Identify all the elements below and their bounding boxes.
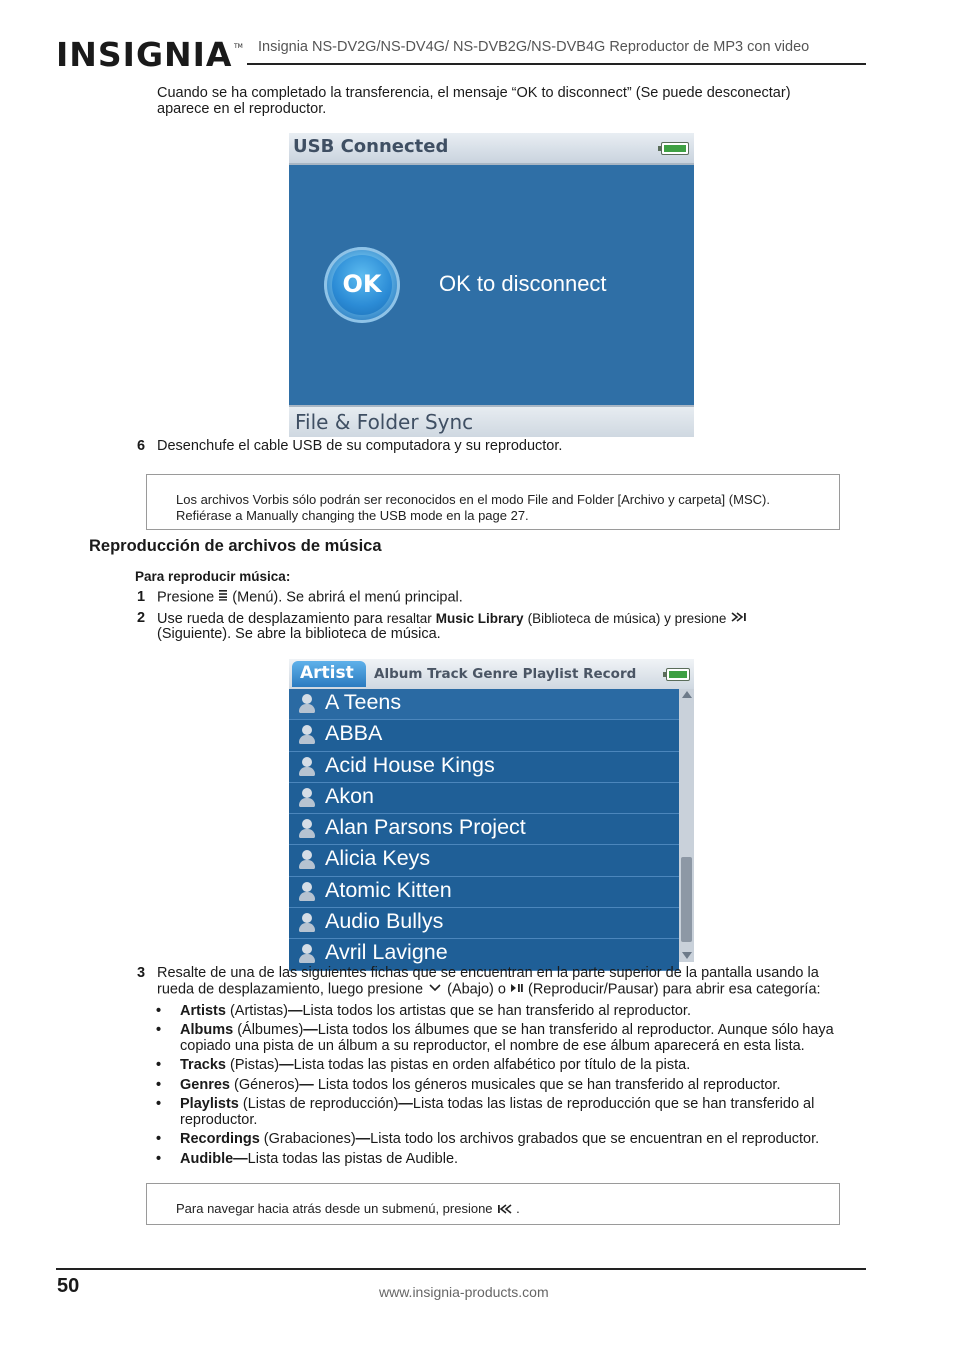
artist-icon: [299, 850, 315, 870]
file-folder-sync-label: File & Folder Sync: [295, 410, 474, 434]
footer-url: www.insignia-products.com: [379, 1284, 549, 1300]
bullet-item: [180, 1003, 691, 1020]
artist-name: ABBA: [325, 721, 383, 746]
bullet-translation: (Pistas): [225, 1057, 280, 1073]
artist-icon: [299, 757, 315, 777]
section-heading: Reproducción de archivos de música: [89, 537, 382, 555]
artist-name: Acid House Kings: [325, 752, 495, 777]
artist-list: [289, 689, 679, 965]
step-2-number: 2: [137, 610, 146, 626]
artist-name: Avril Lavigne: [325, 940, 448, 965]
artist-icon: [299, 694, 315, 714]
footer-rule: [56, 1268, 866, 1270]
artist-name: Alicia Keys: [325, 846, 431, 871]
artist-name: Atomic Kitten: [325, 877, 452, 902]
previous-icon: [496, 1202, 516, 1218]
artist-name: A Teens: [325, 690, 402, 714]
step-2-part-3: (Biblioteca de música) y presione: [527, 611, 727, 626]
bullet-translation: (Géneros): [229, 1077, 300, 1093]
bullet-term: Playlists: [180, 1096, 239, 1112]
down-icon: [427, 981, 443, 998]
artist-list-item: [289, 752, 679, 783]
bullet-dash: —: [303, 1022, 318, 1038]
bullet-item: [180, 1096, 814, 1113]
bullet-term: Genres: [180, 1077, 230, 1093]
artist-icon: [299, 725, 315, 745]
artist-icon: [299, 913, 315, 933]
section-subheading: Para reproducir música:: [135, 569, 291, 584]
bullet-marker: •: [156, 1131, 162, 1147]
bullet-translation: (Grabaciones): [259, 1131, 356, 1147]
artist-list-item: [289, 845, 679, 876]
bullet-marker: •: [156, 1096, 162, 1112]
tab-artist: Artist: [292, 661, 366, 687]
battery-icon: [666, 668, 690, 681]
scrollbar: [679, 689, 694, 962]
play-pause-icon: [510, 981, 524, 998]
bullet-item: [180, 1077, 780, 1094]
ok-label: OK: [342, 270, 382, 298]
step-3-number: 3: [137, 965, 146, 981]
bullet-item: [180, 1022, 834, 1039]
bullet-dash: —: [279, 1057, 294, 1073]
artist-icon: [299, 944, 315, 964]
artist-list-item: [289, 689, 679, 720]
scroll-up-arrow-icon: [682, 691, 692, 698]
bullet-item: [180, 1151, 458, 1168]
page-number: 50: [57, 1275, 80, 1297]
step-6-text: Desenchufe el cable USB de su computadora y su reproductor.: [157, 438, 563, 454]
bullet-marker: •: [156, 1077, 162, 1093]
bullet-description: Lista todas las pistas de Audible.: [247, 1151, 459, 1167]
artist-list-item: [289, 783, 679, 814]
artist-name: Akon: [325, 783, 375, 808]
note-box-back: [146, 1183, 840, 1225]
screen-title-bar: [289, 133, 694, 165]
artist-list-item: [289, 814, 679, 845]
bullet-item: [180, 1057, 690, 1074]
bullet-continuation: reproductor.: [180, 1112, 258, 1128]
bullet-description: Lista todos los artistas que se han transferido al reproductor.: [302, 1003, 691, 1019]
usb-connected-screenshot: [289, 133, 694, 435]
menu-icon: [218, 589, 228, 606]
note-2-text: Para navegar hacia atrás desde un submenú, presione .: [176, 1201, 520, 1216]
intro-line-1: Cuando se ha completado la transferencia, el mensaje “OK to disconnect” (Se puede desconectar): [157, 85, 791, 101]
bullet-marker: •: [156, 1151, 162, 1167]
bullet-term: Albums: [180, 1022, 234, 1038]
artist-list-item: [289, 720, 679, 751]
step-6-number: 6: [137, 438, 146, 454]
header-title: Insignia NS-DV2G/NS-DV4G/ NS-DVB2G/NS-DVB4G Reproductor de MP3 con video: [258, 39, 810, 55]
insignia-logo: [56, 30, 241, 80]
step-2-music-library: Music Library: [435, 611, 524, 626]
bullet-dash: —: [233, 1151, 248, 1167]
note-1-line-1: Los archivos Vorbis sólo podrán ser reconocidos en el modo File and Folder [Archivo y carpeta] (MSC).: [176, 492, 770, 507]
note-box-vorbis: [146, 474, 840, 530]
artist-icon: [299, 882, 315, 902]
step-2-part-2: resaltar: [386, 611, 432, 626]
bullet-dash: —: [398, 1096, 413, 1112]
artist-list-item: [289, 877, 679, 908]
step-1-text: [157, 589, 463, 606]
bullet-term: Tracks: [180, 1057, 226, 1073]
bullet-dash: —: [299, 1077, 314, 1093]
step-1-number: 1: [137, 589, 146, 605]
step-2-line-2: (Siguiente). Se abre la biblioteca de música.: [157, 626, 441, 642]
screen-title: USB Connected: [293, 136, 449, 157]
bullet-dash: —: [355, 1131, 371, 1147]
step-3-line-2: rueda de desplazamiento, luego presione (Abajo) o (Reproducir/Pausar) para abrir esa categoría:: [157, 981, 821, 998]
next-icon: [730, 611, 748, 628]
header-rule: [247, 63, 866, 65]
bullet-term: Artists: [180, 1003, 226, 1019]
bullet-description: Lista todos los géneros musicales que se han transferido al reproductor.: [313, 1077, 781, 1093]
bullet-translation: (Álbumes): [233, 1022, 304, 1038]
logo-wordmark: INSIGNIA: [56, 35, 233, 74]
bullet-translation: (Artistas): [225, 1003, 288, 1019]
bullet-marker: •: [156, 1057, 162, 1073]
bullet-description: Lista todas las listas de reproducción que se han transferido al: [412, 1096, 815, 1112]
scroll-down-arrow-icon: [682, 952, 692, 959]
artist-icon: [299, 819, 315, 839]
artist-icon: [299, 788, 315, 808]
tab-others: Album Track Genre Playlist Record: [374, 666, 637, 682]
scroll-thumb: [681, 857, 692, 942]
artist-name: Alan Parsons Project: [325, 815, 526, 840]
battery-icon: [661, 142, 689, 155]
ok-icon: [324, 247, 400, 323]
step-2-part-1: Use rueda de desplazamiento para: [157, 611, 383, 627]
artist-list-screenshot: [289, 659, 694, 965]
bullet-dash: —: [287, 1003, 303, 1019]
bullet-translation: (Listas de reproducción): [238, 1096, 399, 1112]
bullet-marker: •: [156, 1003, 162, 1019]
bullet-description: Lista todo los archivos grabados que se encuentran en el reproductor.: [370, 1131, 820, 1147]
bullet-description: Lista todos los álbumes que se han transferido al reproductor. Aunque sólo haya: [317, 1022, 834, 1038]
svg-text:TM: TM: [234, 43, 243, 50]
bullet-item: [180, 1131, 819, 1148]
step-1-pre: Presione: [157, 589, 215, 606]
category-tabs: [289, 659, 694, 689]
artist-list-item: [289, 908, 679, 939]
bullet-marker: •: [156, 1022, 162, 1038]
intro-line-2: aparece en el reproductor.: [157, 101, 327, 117]
note-1-line-2: Refiérase a Manually changing the USB mode en la page 27.: [176, 508, 529, 523]
artist-name: Audio Bullys: [325, 909, 444, 934]
ok-to-disconnect-message: OK to disconnect: [439, 271, 607, 296]
step-1-post: (Menú). Se abrirá el menú principal.: [232, 589, 463, 606]
step-3-line-1: Resalte de una de las siguientes fichas que se encuentran en la parte superior de la pantalla usando la: [157, 965, 819, 981]
bullet-description: Lista todas las pistas en orden alfabético por título de la pista.: [293, 1057, 691, 1073]
screen-bottom-bar: [289, 405, 694, 437]
bullet-term: Recordings: [180, 1131, 260, 1147]
bullet-term: Audible: [180, 1151, 234, 1167]
bullet-continuation: copiado una pista de un álbum a su reproductor, el nombre de ese álbum aparecerá en esta lista.: [180, 1038, 805, 1054]
